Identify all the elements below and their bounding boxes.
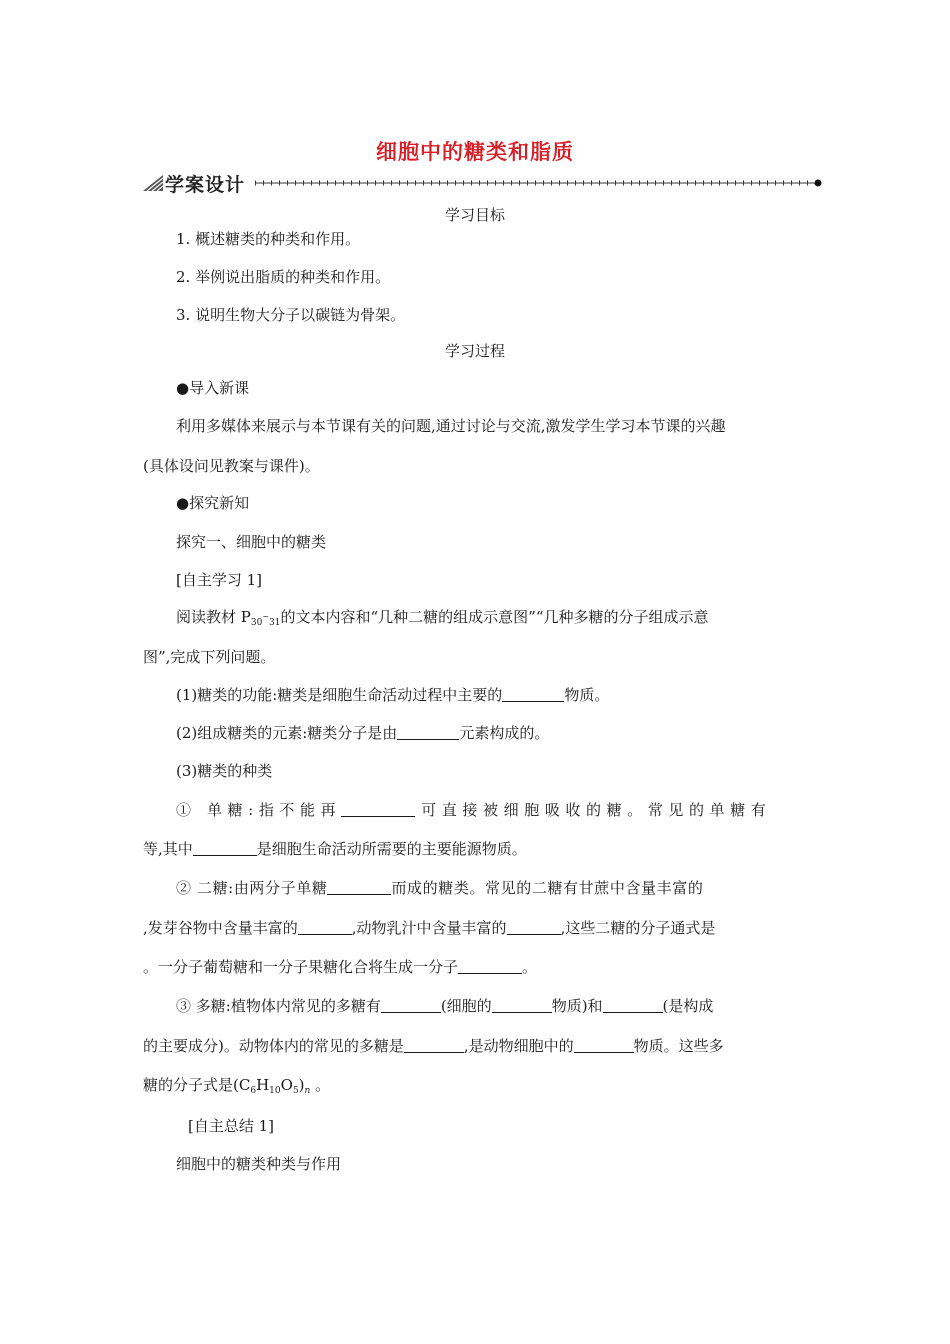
intro-heading: ●导入新课 (176, 379, 250, 397)
answer-blank[interactable] (404, 1037, 464, 1053)
section-title: 探究一、细胞中的糖类 (176, 533, 327, 551)
process-heading: 学习过程 (444, 342, 505, 360)
answer-blank[interactable] (502, 686, 564, 702)
goal-item-2: 2. 举例说出脂质的种类和作用。 (176, 268, 391, 286)
explore-heading: ●探究新知 (176, 494, 250, 512)
self-study-label: [自主学习 1] (176, 571, 263, 589)
polysaccharide-line-1: ③ 多糖:植物体内常见的多糖有 (细胞的 物质)和 (是构成 (176, 997, 714, 1015)
question-3: (3)糖类的种类 (176, 762, 273, 780)
answer-blank[interactable] (298, 919, 352, 935)
goal-item-1: 1. 概述糖类的种类和作用。 (176, 230, 361, 248)
answer-blank[interactable] (193, 840, 257, 856)
monosaccharide-line-2: 等,其中 是细胞生命活动所需要的主要能源物质。 (143, 840, 527, 858)
summary-label: [自主总结 1] (188, 1117, 275, 1135)
intro-line-2: (具体设问见教案与课件)。 (143, 457, 320, 475)
question-1: (1)糖类的功能:糖类是细胞生命活动过程中主要的 物质。 (176, 686, 610, 704)
answer-blank[interactable] (574, 1037, 634, 1053)
read-line-1: 阅读教材 $P_{30}^\sim_{31}$的文本内容和“几种二糖的组成示意图”“几种多糖的分子组成示意 (176, 608, 709, 628)
read-line-2: 图”,完成下列问题。 (143, 648, 276, 666)
answer-blank[interactable] (327, 879, 391, 895)
monosaccharide-line-1: ① 单糖:指不能再 可直接被细胞吸收的糖。常见的单糖有 (176, 801, 772, 819)
answer-blank[interactable] (507, 919, 561, 935)
answer-blank[interactable] (397, 724, 459, 740)
goals-heading: 学习目标 (444, 206, 505, 224)
answer-blank[interactable] (492, 997, 552, 1013)
answer-blank[interactable] (458, 958, 522, 974)
banner-dotted-line (255, 172, 823, 194)
banner-stripe-icon (143, 175, 163, 191)
answer-blank[interactable] (341, 801, 415, 817)
disaccharide-line-3: 。一分子葡萄糖和一分子果糖化合将生成一分子 。 (143, 958, 538, 976)
page-title: 细胞中的糖类和脂质 (376, 140, 574, 164)
disaccharide-line-2: ,发芽谷物中含量丰富的 ,动物乳汁中含量丰富的 ,这些二糖的分子通式是 (143, 919, 716, 937)
polysaccharide-formula: 糖的分子式是$(C_6H_{10}O_5)_n$ 。 (143, 1076, 331, 1096)
answer-blank[interactable] (603, 997, 663, 1013)
goal-item-3: 3. 说明生物大分子以碳链为骨架。 (176, 306, 406, 324)
polysaccharide-line-2: 的主要成分)。动物体内的常见的多糖是 ,是动物细胞中的 物质。这些多 (143, 1037, 724, 1055)
disaccharide-line-1: ② 二糖:由两分子单糖 而成的糖类。常见的二糖有甘蔗中含量丰富的 (176, 879, 704, 897)
section-banner (143, 172, 823, 194)
banner-label: 学案设计 (165, 174, 246, 196)
question-2: (2)组成糖类的元素:糖类分子是由 元素构成的。 (176, 724, 550, 742)
answer-blank[interactable] (381, 997, 441, 1013)
summary-title: 细胞中的糖类种类与作用 (176, 1155, 342, 1173)
intro-line-1: 利用多媒体来展示与本节课有关的问题,通过讨论与交流,激发学生学习本节课的兴趣 (176, 417, 726, 435)
